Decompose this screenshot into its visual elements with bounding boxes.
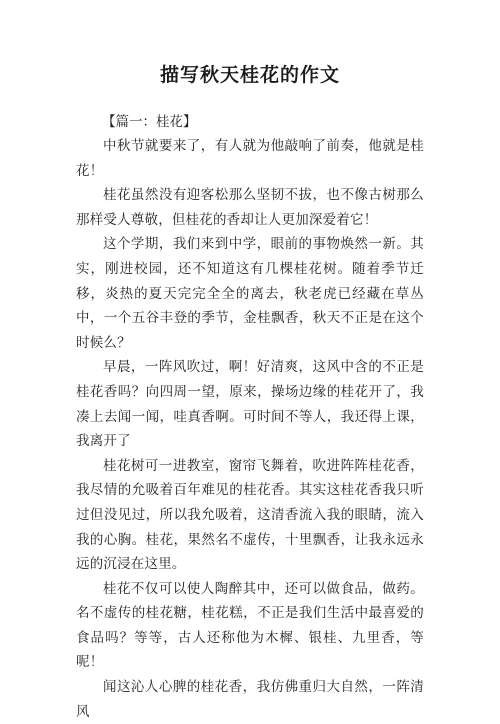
paragraph-4: 早晨，一阵风吹过，啊！好清爽，这风中含的不正是桂花香吗？向四周一望，原来，操场边缘的桂花开了，我凑上去闻一闻，哇真香啊。可时间不等人，我还得上课，我离开了 [76,359,424,450]
document-title: 描写秋天桂花的作文 [159,64,340,86]
section-header: 【篇一：桂花】 [102,114,197,130]
paragraph-3: 这个学期，我们来到中学，眼前的事物焕然一新。其实，刚进校园，还不知道这有几棵桂花树。随着季节迁移，炎热的夏天完完全全的离去，秋老虎已经藏在草丛中，一个五谷丰登的季节，金桂飘香，秋天不正是在这个时候么？ [76,236,424,351]
paragraph-7: 闻这沁人心脾的桂花香，我仿佛重归大自然，一阵清风 [76,679,424,720]
paragraph-2: 桂花虽然没有迎客松那么坚韧不拔，也不像古树那么那样受人尊敬，但桂花的香却让人更加深爱着它！ [76,187,424,228]
paragraph-6: 桂花不仅可以使人陶醉其中，还可以做食品，做药。名不虚传的桂花糖，桂花糕，不正是我们生活中最喜爱的食品吗？等等，古人还称他为木樨、银桂、九里香，等呢！ [76,580,424,671]
paragraph-1: 中秋节就要来了，有人就为他敲响了前奏，他就是桂花！ [76,138,424,179]
paragraph-5: 桂花树可一进教室，窗帘飞舞着，吹进阵阵桂花香，我尽情的允吸着百年难见的桂花香。其实这桂花香我只听过但没见过，所以我允吸着，这清香流入我的眼睛，流入我的心胸。桂花，果然名不虚传，十里飘香，让我永远永远的沉浸在这里。 [76,457,424,573]
